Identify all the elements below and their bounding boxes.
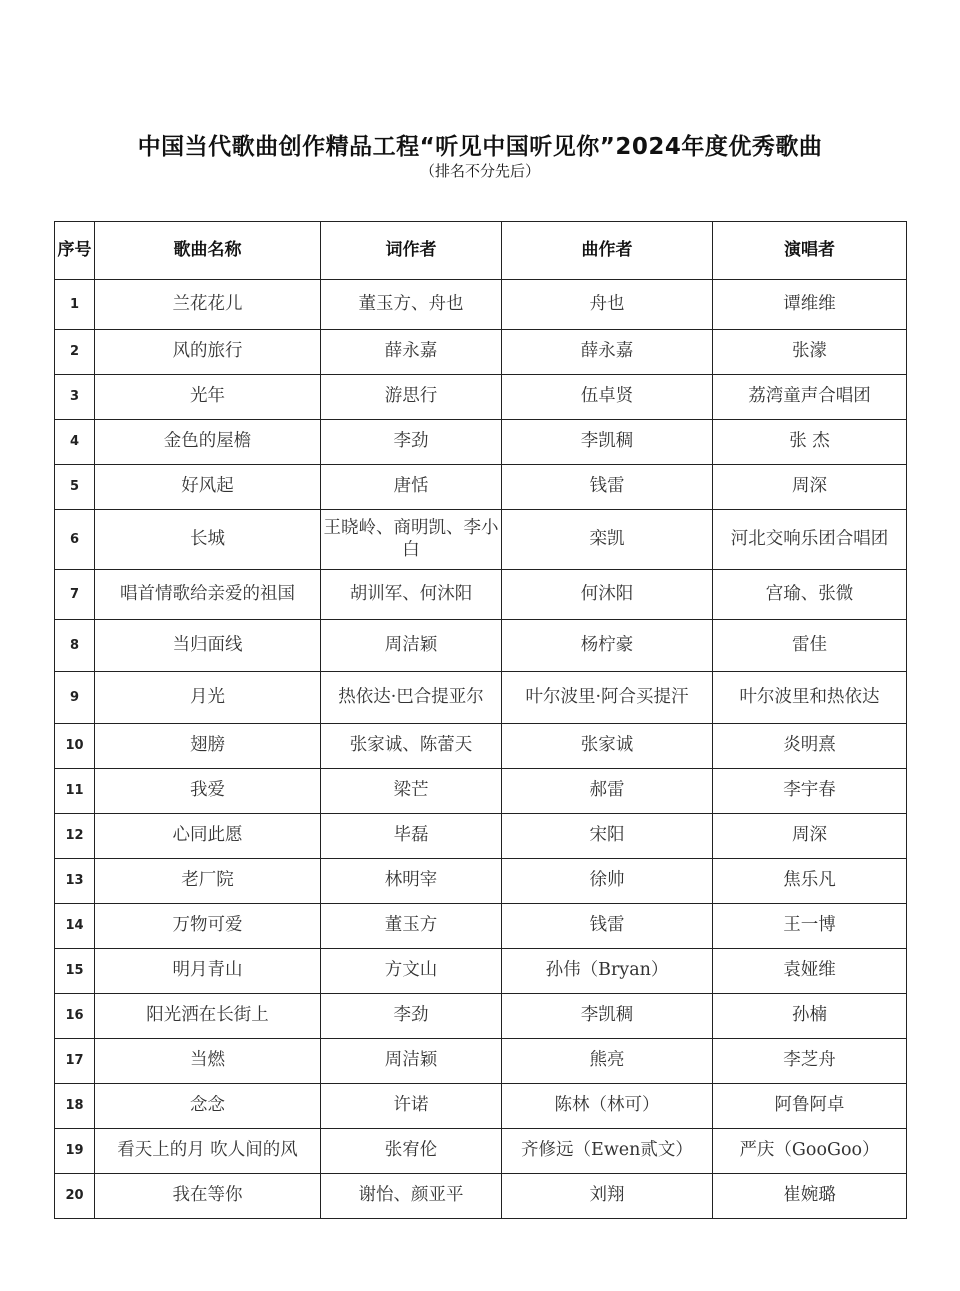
cell-lyricist: 梁芒	[321, 769, 502, 814]
cell-lyricist: 薛永嘉	[321, 330, 502, 375]
cell-index: 9	[55, 672, 95, 724]
header-lyricist: 词作者	[321, 222, 502, 280]
song-table	[54, 221, 907, 1219]
cell-singer: 谭维维	[713, 280, 907, 330]
cell-song-title: 唱首情歌给亲爱的祖国	[95, 570, 321, 620]
cell-composer: 刘翔	[502, 1174, 713, 1219]
cell-song-title: 心同此愿	[95, 814, 321, 859]
cell-index: 16	[55, 994, 95, 1039]
table-header-row	[55, 222, 907, 280]
cell-song-title: 当归面线	[95, 620, 321, 672]
cell-composer: 钱雷	[502, 465, 713, 510]
cell-lyricist: 李劲	[321, 420, 502, 465]
table-row	[55, 769, 907, 814]
cell-lyricist: 热依达·巴合提亚尔	[321, 672, 502, 724]
table-row	[55, 994, 907, 1039]
table-row	[55, 375, 907, 420]
cell-singer: 宫瑜、张微	[713, 570, 907, 620]
cell-song-title: 我爱	[95, 769, 321, 814]
cell-lyricist: 董玉方	[321, 904, 502, 949]
header-index: 序号	[55, 222, 95, 280]
cell-singer: 周深	[713, 814, 907, 859]
cell-index: 10	[55, 724, 95, 769]
cell-index: 1	[55, 280, 95, 330]
cell-song-title: 当燃	[95, 1039, 321, 1084]
cell-singer: 焦乐凡	[713, 859, 907, 904]
cell-lyricist: 王晓岭、商明凯、李小白	[321, 510, 502, 570]
cell-index: 20	[55, 1174, 95, 1219]
cell-index: 8	[55, 620, 95, 672]
cell-singer: 孙楠	[713, 994, 907, 1039]
cell-lyricist: 方文山	[321, 949, 502, 994]
cell-singer: 炎明熹	[713, 724, 907, 769]
cell-composer: 李凯稠	[502, 994, 713, 1039]
cell-lyricist: 李劲	[321, 994, 502, 1039]
cell-lyricist: 胡训军、何沐阳	[321, 570, 502, 620]
table-row	[55, 949, 907, 994]
cell-lyricist: 游思行	[321, 375, 502, 420]
table-row	[55, 280, 907, 330]
cell-composer: 舟也	[502, 280, 713, 330]
cell-index: 5	[55, 465, 95, 510]
cell-composer: 钱雷	[502, 904, 713, 949]
cell-index: 6	[55, 510, 95, 570]
cell-singer: 李芝舟	[713, 1039, 907, 1084]
cell-song-title: 念念	[95, 1084, 321, 1129]
cell-song-title: 万物可爱	[95, 904, 321, 949]
document-title: 中国当代歌曲创作精品工程“听见中国听见你”2024年度优秀歌曲	[137, 134, 823, 160]
cell-index: 3	[55, 375, 95, 420]
document-subtitle: （排名不分先后）	[419, 162, 540, 180]
cell-lyricist: 周洁颖	[321, 1039, 502, 1084]
cell-lyricist: 周洁颖	[321, 620, 502, 672]
table-row	[55, 904, 907, 949]
cell-lyricist: 毕磊	[321, 814, 502, 859]
cell-singer: 叶尔波里和热依达	[713, 672, 907, 724]
cell-song-title: 我在等你	[95, 1174, 321, 1219]
cell-composer: 徐帅	[502, 859, 713, 904]
cell-composer: 陈林（林可）	[502, 1084, 713, 1129]
cell-composer: 栾凯	[502, 510, 713, 570]
cell-singer: 张濛	[713, 330, 907, 375]
cell-song-title: 明月青山	[95, 949, 321, 994]
cell-singer: 张 杰	[713, 420, 907, 465]
cell-composer: 郝雷	[502, 769, 713, 814]
table-row	[55, 1174, 907, 1219]
table-row	[55, 330, 907, 375]
cell-composer: 熊亮	[502, 1039, 713, 1084]
cell-singer: 严庆（GooGoo）	[713, 1129, 907, 1174]
cell-singer: 王一博	[713, 904, 907, 949]
cell-song-title: 翅膀	[95, 724, 321, 769]
cell-composer: 何沐阳	[502, 570, 713, 620]
cell-composer: 叶尔波里·阿合买提汗	[502, 672, 713, 724]
cell-song-title: 好风起	[95, 465, 321, 510]
cell-lyricist: 林明宰	[321, 859, 502, 904]
cell-index: 17	[55, 1039, 95, 1084]
cell-composer: 薛永嘉	[502, 330, 713, 375]
cell-song-title: 月光	[95, 672, 321, 724]
cell-index: 7	[55, 570, 95, 620]
cell-singer: 袁娅维	[713, 949, 907, 994]
cell-composer: 孙伟（Bryan）	[502, 949, 713, 994]
cell-song-title: 风的旅行	[95, 330, 321, 375]
table-body	[55, 280, 907, 1219]
cell-lyricist: 张家诚、陈蕾天	[321, 724, 502, 769]
cell-lyricist: 唐恬	[321, 465, 502, 510]
cell-index: 13	[55, 859, 95, 904]
cell-singer: 河北交响乐团合唱团	[713, 510, 907, 570]
table-row	[55, 859, 907, 904]
cell-index: 4	[55, 420, 95, 465]
cell-composer: 宋阳	[502, 814, 713, 859]
table-row	[55, 620, 907, 672]
cell-index: 12	[55, 814, 95, 859]
cell-singer: 周深	[713, 465, 907, 510]
cell-song-title: 兰花花儿	[95, 280, 321, 330]
table-row	[55, 1084, 907, 1129]
cell-composer: 杨柠豪	[502, 620, 713, 672]
header-composer: 曲作者	[502, 222, 713, 280]
cell-index: 18	[55, 1084, 95, 1129]
cell-song-title: 金色的屋檐	[95, 420, 321, 465]
table-row	[55, 465, 907, 510]
cell-singer: 崔婉璐	[713, 1174, 907, 1219]
cell-composer: 齐修远（Ewen贰文）	[502, 1129, 713, 1174]
cell-lyricist: 谢怡、颜亚平	[321, 1174, 502, 1219]
table-row	[55, 420, 907, 465]
cell-singer: 雷佳	[713, 620, 907, 672]
cell-composer: 李凯稠	[502, 420, 713, 465]
table-row	[55, 510, 907, 570]
table-row	[55, 672, 907, 724]
cell-song-title: 阳光洒在长街上	[95, 994, 321, 1039]
header-song-title: 歌曲名称	[95, 222, 321, 280]
cell-lyricist: 董玉方、舟也	[321, 280, 502, 330]
cell-song-title: 老厂院	[95, 859, 321, 904]
cell-singer: 李宇春	[713, 769, 907, 814]
table-row	[55, 1039, 907, 1084]
header-singer: 演唱者	[713, 222, 907, 280]
cell-composer: 伍卓贤	[502, 375, 713, 420]
cell-singer: 阿鲁阿卓	[713, 1084, 907, 1129]
cell-index: 15	[55, 949, 95, 994]
table-row	[55, 814, 907, 859]
cell-index: 19	[55, 1129, 95, 1174]
cell-index: 11	[55, 769, 95, 814]
table-row	[55, 1129, 907, 1174]
cell-composer: 张家诚	[502, 724, 713, 769]
cell-index: 2	[55, 330, 95, 375]
cell-song-title: 看天上的月 吹人间的风	[95, 1129, 321, 1174]
cell-lyricist: 许诺	[321, 1084, 502, 1129]
cell-singer: 荔湾童声合唱团	[713, 375, 907, 420]
table-row	[55, 724, 907, 769]
cell-index: 14	[55, 904, 95, 949]
cell-song-title: 光年	[95, 375, 321, 420]
cell-lyricist: 张宥伦	[321, 1129, 502, 1174]
cell-song-title: 长城	[95, 510, 321, 570]
table-row	[55, 570, 907, 620]
